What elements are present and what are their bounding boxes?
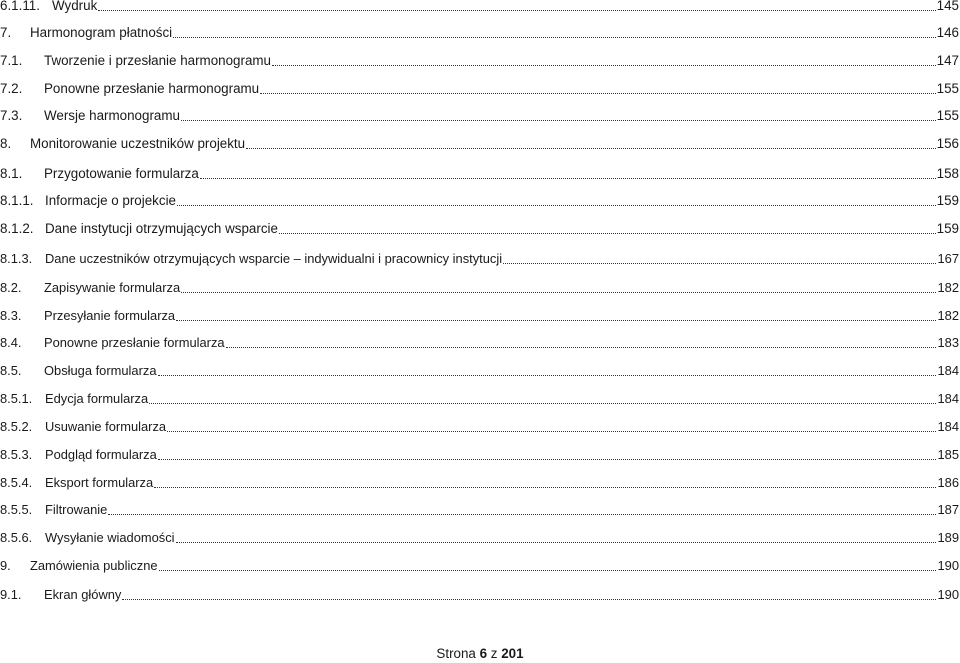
toc-entry-title: Podgląd formularza <box>45 447 157 462</box>
toc-entry-title: Monitorowanie uczestników projektu <box>30 136 246 151</box>
toc-entry-number: 8.1.2. <box>0 221 34 236</box>
toc-entry-number: 8.3. <box>0 308 22 323</box>
footer-separator: z <box>490 646 498 661</box>
toc-entry-title: Przygotowanie formularza <box>44 166 199 181</box>
toc-dot-leader <box>98 0 935 13</box>
toc-dot-leader <box>108 503 936 517</box>
toc-entry-title: Tworzenie i przesłanie harmonogramu <box>44 53 272 68</box>
toc-dot-leader <box>158 364 937 378</box>
toc-entry-page: 189 <box>937 530 959 545</box>
toc-entry-page: 190 <box>937 587 959 602</box>
toc-entry-title: Dane uczestników otrzymujących wsparcie – indywidualni i pracownicy instytucji <box>45 251 503 266</box>
toc-dot-leader <box>154 476 936 490</box>
toc-entry-page: 159 <box>936 221 959 236</box>
toc-entry[interactable] <box>0 164 959 184</box>
toc-entry-number: 9.1. <box>0 587 22 602</box>
toc-entry-number: 7.2. <box>0 81 23 96</box>
toc-entry[interactable] <box>0 306 959 326</box>
footer-prefix: Strona <box>436 646 476 661</box>
toc-dot-leader <box>503 252 936 266</box>
toc-entry-number: 6.1.11. <box>0 0 40 13</box>
toc-entry-number: 8.5.1. <box>0 391 33 406</box>
footer-current-page: 6 <box>479 646 488 661</box>
toc-entry[interactable] <box>0 473 959 493</box>
toc-entry-number: 8.5.2. <box>0 419 33 434</box>
toc-entry-page: 155 <box>936 81 959 96</box>
toc-entry-title: Usuwanie formularza <box>45 419 167 434</box>
toc-entry-page: 159 <box>936 193 959 208</box>
toc-entry[interactable] <box>0 79 959 99</box>
toc-dot-leader <box>173 26 936 40</box>
toc-entry-number: 9. <box>0 558 11 573</box>
toc-dot-leader <box>279 222 936 236</box>
toc-entry-title: Wydruk <box>52 0 98 13</box>
toc-dot-leader <box>272 54 936 68</box>
toc-entry-page: 156 <box>936 136 959 151</box>
toc-entry-page: 146 <box>936 25 959 40</box>
toc-dot-leader <box>122 588 936 602</box>
toc-dot-leader <box>159 559 937 573</box>
toc-entry[interactable] <box>0 106 959 126</box>
toc-entry-title: Edycja formularza <box>45 391 149 406</box>
toc-entry[interactable] <box>0 249 959 269</box>
toc-entry-title: Zamówienia publiczne <box>30 558 158 573</box>
toc-dot-leader <box>177 194 936 208</box>
toc-dot-leader <box>158 448 937 462</box>
toc-entry-page: 184 <box>937 419 959 434</box>
toc-entry[interactable] <box>0 417 959 437</box>
toc-entry-page: 167 <box>937 251 959 266</box>
toc-entry-number: 7.3. <box>0 108 23 123</box>
toc-entry-title: Dane instytucji otrzymujących wsparcie <box>45 221 278 236</box>
toc-entry-page: 182 <box>937 280 959 295</box>
toc-entry-page: 184 <box>937 363 959 378</box>
toc-entry-number: 8. <box>0 136 12 151</box>
toc-entry-number: 8.5.3. <box>0 447 33 462</box>
toc-entry[interactable] <box>0 585 959 605</box>
toc-entry-number: 7.1. <box>0 53 23 68</box>
toc-entry-page: 158 <box>936 166 959 181</box>
toc-dot-leader <box>181 109 936 123</box>
toc-entry-title: Wersje harmonogramu <box>44 108 180 123</box>
toc-dot-leader <box>260 82 936 96</box>
toc-entry-number: 8.1. <box>0 166 23 181</box>
toc-entry-title: Filtrowanie <box>45 502 108 517</box>
toc-entry-title: Eksport formularza <box>45 475 154 490</box>
page-footer <box>0 645 960 663</box>
toc-entry-page: 145 <box>936 0 959 13</box>
toc-entry[interactable] <box>0 445 959 465</box>
toc-dot-leader <box>149 392 936 406</box>
toc-entry-number: 8.1.1. <box>0 193 34 208</box>
toc-entry-title: Ekran główny <box>44 587 122 602</box>
toc-entry[interactable] <box>0 219 959 239</box>
toc-entry-page: 190 <box>937 558 959 573</box>
toc-entry[interactable] <box>0 51 959 71</box>
toc-entry[interactable] <box>0 333 959 353</box>
toc-dot-leader <box>167 420 936 434</box>
toc-entry-title: Obsługa formularza <box>44 363 157 378</box>
toc-entry-page: 187 <box>937 502 959 517</box>
toc-entry-page: 147 <box>936 53 959 68</box>
toc-entry-title: Harmonogram płatności <box>30 25 173 40</box>
toc-entry-title: Informacje o projekcie <box>45 193 176 208</box>
toc-entry-page: 184 <box>937 391 959 406</box>
toc-entry-number: 8.5. <box>0 363 22 378</box>
toc-entry[interactable] <box>0 528 959 548</box>
toc-entry-number: 8.1.3. <box>0 251 33 266</box>
toc-entry[interactable] <box>0 278 959 298</box>
toc-entry-page: 183 <box>937 335 959 350</box>
toc-dot-leader <box>176 309 936 323</box>
toc-entry-title: Ponowne przesłanie harmonogramu <box>44 81 260 96</box>
toc-entry-page: 182 <box>937 308 959 323</box>
toc-entry[interactable] <box>0 556 959 576</box>
toc-entry-title: Ponowne przesłanie formularza <box>44 335 225 350</box>
toc-entry-number: 8.5.4. <box>0 475 33 490</box>
footer-total-pages: 201 <box>501 646 524 661</box>
toc-entry[interactable] <box>0 191 959 211</box>
toc-dot-leader <box>200 167 936 181</box>
toc-entry-number: 8.5.6. <box>0 530 33 545</box>
toc-entry[interactable] <box>0 23 959 43</box>
toc-entry-number: 7. <box>0 25 12 40</box>
toc-entry-number: 8.5.5. <box>0 502 33 517</box>
toc-entry[interactable] <box>0 500 959 520</box>
toc-entry-title: Przesyłanie formularza <box>44 308 176 323</box>
toc-entry-title: Wysyłanie wiadomości <box>45 530 175 545</box>
toc-dot-leader <box>226 336 937 350</box>
toc-entry[interactable] <box>0 0 959 16</box>
toc-entry-number: 8.4. <box>0 335 22 350</box>
toc-entry-page: 155 <box>936 108 959 123</box>
toc-entry-title: Zapisywanie formularza <box>44 280 181 295</box>
toc-dot-leader <box>246 137 936 151</box>
toc-entry-page: 186 <box>937 475 959 490</box>
toc-entry[interactable] <box>0 389 959 409</box>
toc-dot-leader <box>181 281 936 295</box>
toc-dot-leader <box>176 531 937 545</box>
toc-entry-number: 8.2. <box>0 280 22 295</box>
toc-entry[interactable] <box>0 361 959 381</box>
toc-entry[interactable] <box>0 134 959 154</box>
toc-entry-page: 185 <box>937 447 959 462</box>
